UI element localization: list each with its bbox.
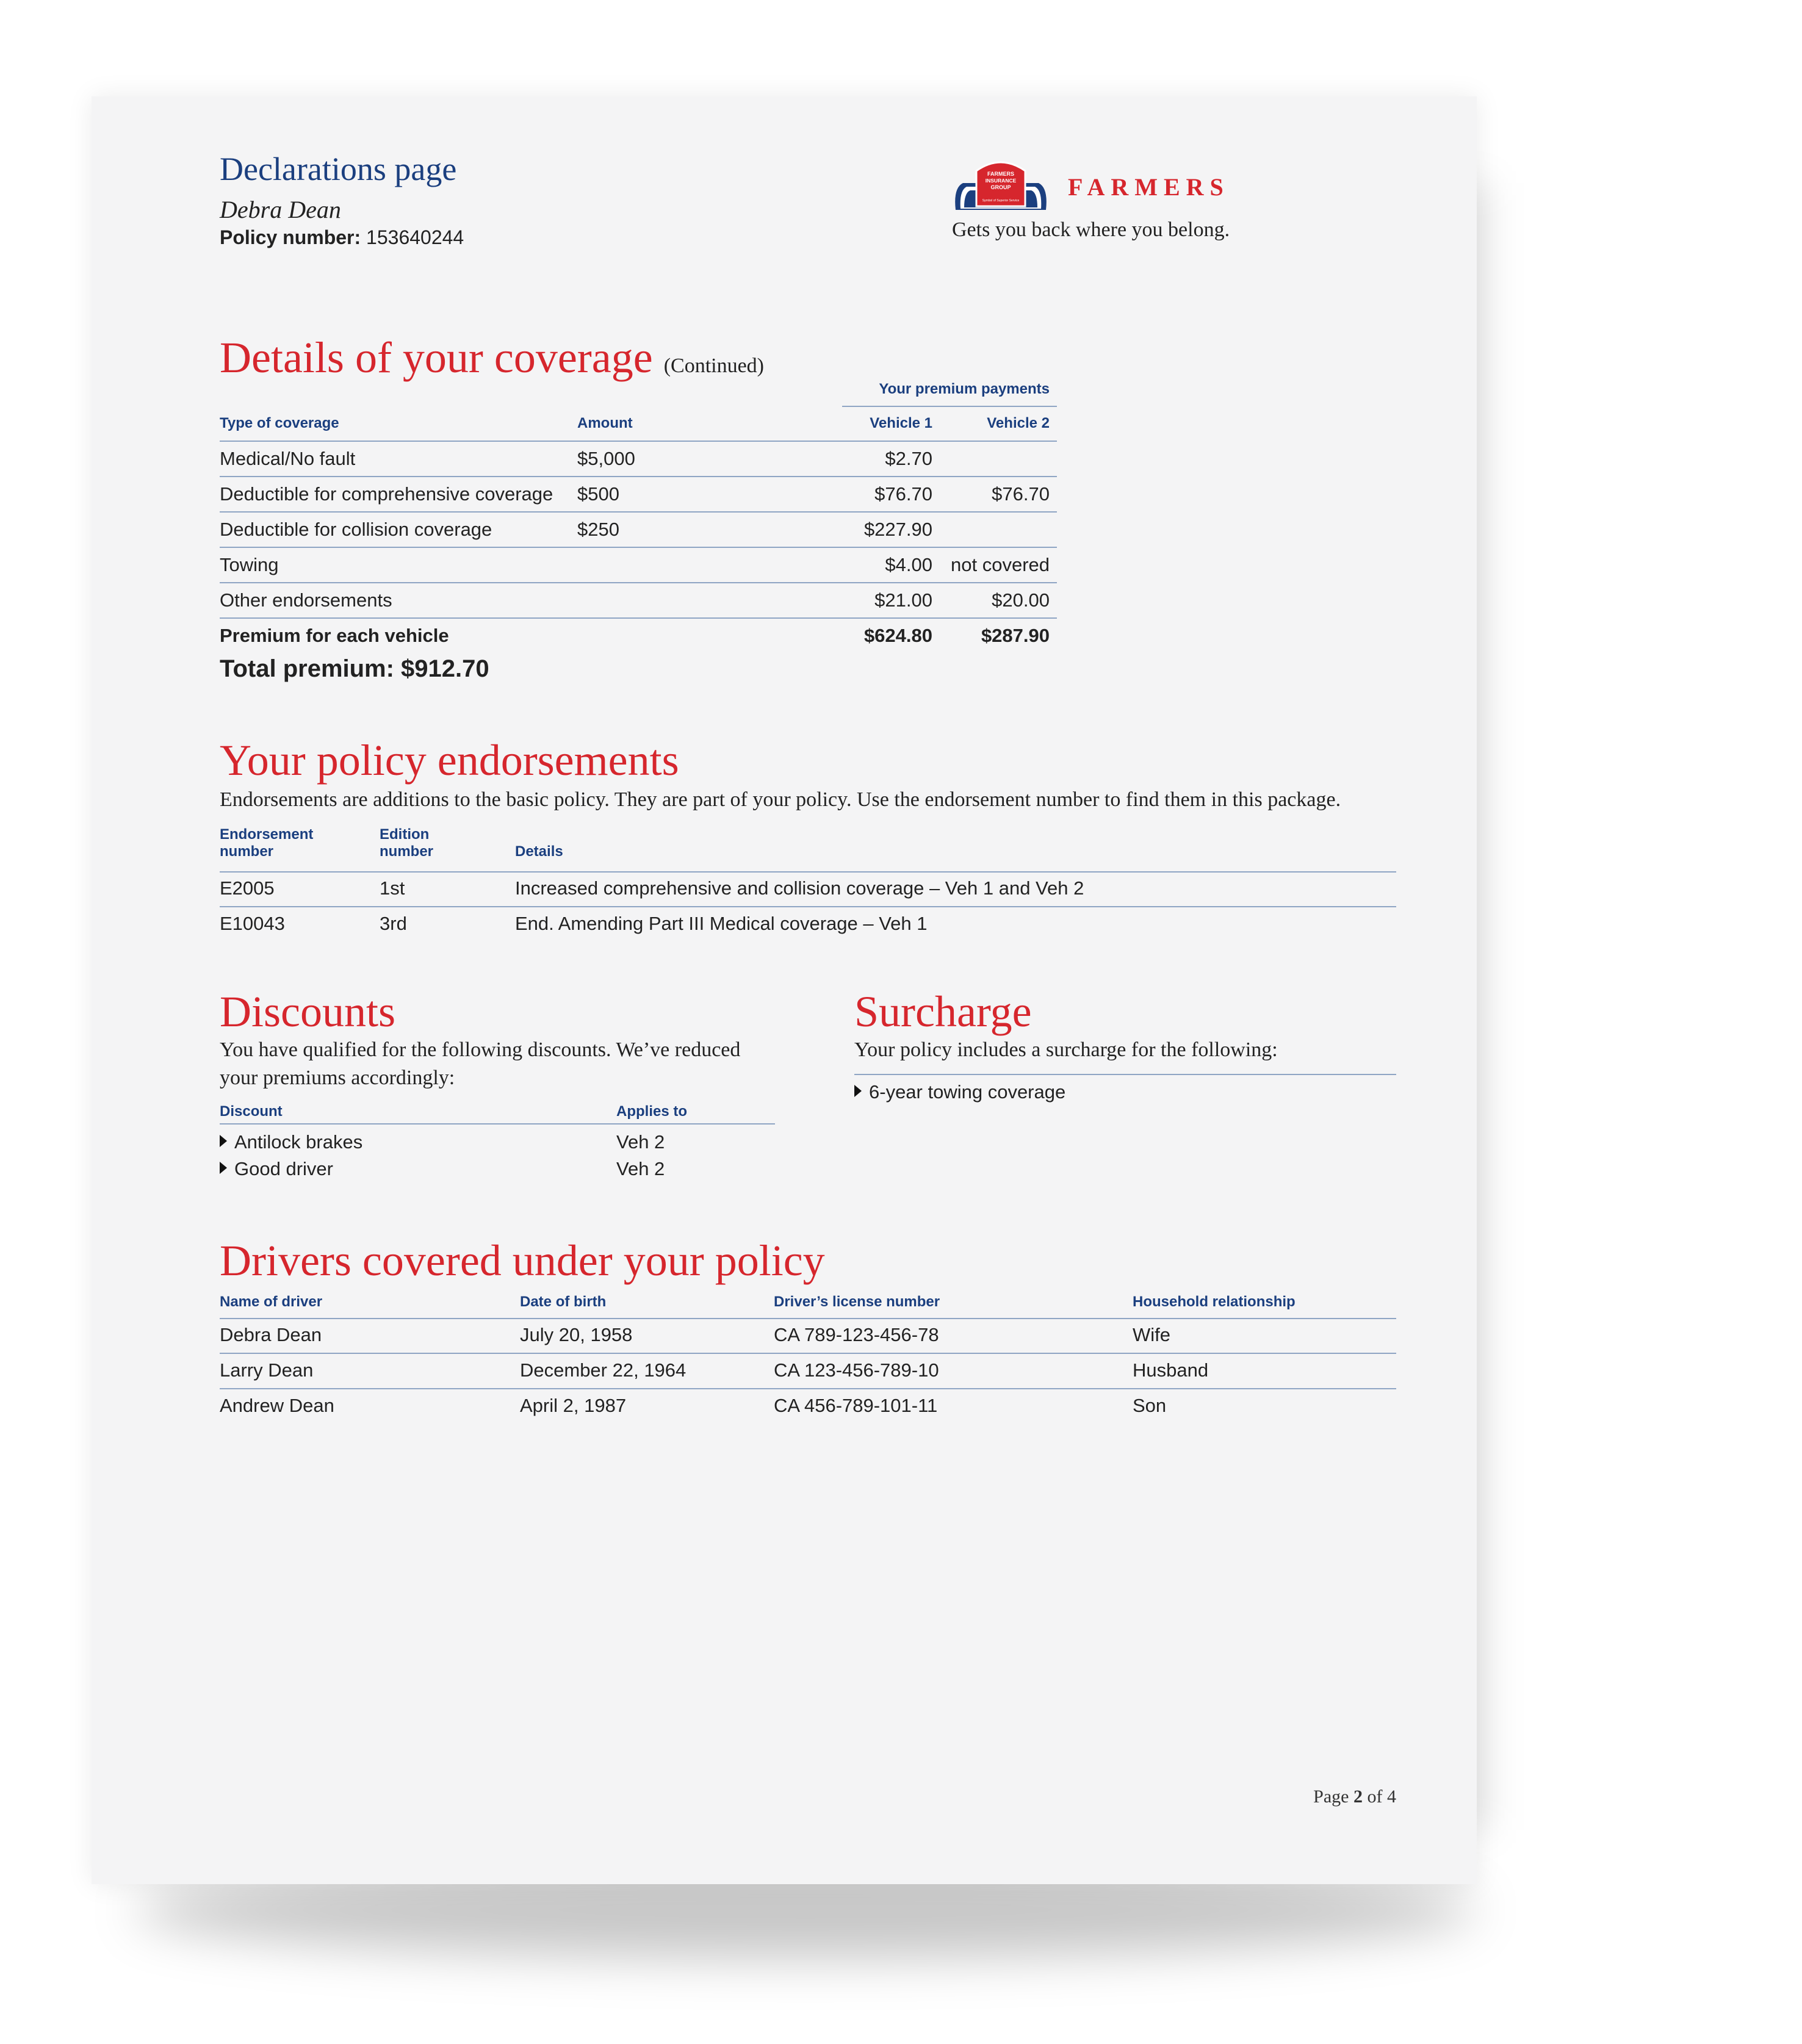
surcharge-item: [854, 1081, 1065, 1103]
coverage-section-title: [220, 333, 765, 382]
driver-relationship: Son: [1133, 1395, 1167, 1416]
row-rule: [220, 906, 1396, 907]
driver-dob: April 2, 1987: [520, 1395, 627, 1416]
col-vehicle-1: Vehicle 1: [870, 415, 932, 431]
driver-name: Andrew Dean: [220, 1395, 334, 1416]
row-rule: [220, 617, 1057, 619]
page-current: 2: [1353, 1787, 1363, 1807]
premium-row-label: Premium for each vehicle: [220, 625, 449, 646]
emblem-line3: GROUP: [990, 184, 1011, 190]
endorsement-details: End. Amending Part III Medical coverage – Veh 1: [515, 913, 928, 934]
discount-applies: Veh 2: [616, 1131, 665, 1153]
driver-license: CA 123-456-789-10: [774, 1359, 939, 1381]
col-endorsement-number-line2: number: [220, 843, 274, 860]
surcharge-rule: [854, 1074, 1396, 1075]
discounts-intro-line2: your premiums accordingly:: [220, 1067, 455, 1089]
page-label: Page: [1313, 1787, 1349, 1807]
col-edition-number: [380, 826, 433, 860]
surcharge-section-title: Surcharge: [854, 987, 1032, 1036]
coverage-row-type: Towing: [220, 554, 279, 575]
coverage-row-vehicle1: $4.00: [885, 554, 932, 575]
driver-relationship: Husband: [1133, 1359, 1209, 1381]
col-amount: Amount: [577, 415, 633, 431]
driver-license: CA 456-789-101-11: [774, 1395, 938, 1416]
page-total: 4: [1387, 1787, 1396, 1807]
col-details: Details: [515, 843, 563, 860]
driver-name: Debra Dean: [220, 1324, 322, 1345]
farmers-shield-logo: [952, 157, 1050, 212]
total-premium: Total premium: $912.70: [220, 655, 489, 682]
endorsement-details: Increased comprehensive and collision coverage – Veh 1 and Veh 2: [515, 877, 1084, 899]
premium-row-vehicle1: $624.80: [863, 625, 932, 646]
coverage-row-vehicle1: $227.90: [863, 519, 932, 540]
driver-relationship: Wife: [1133, 1324, 1170, 1345]
col-endorsement-number-line1: Endorsement: [220, 826, 314, 843]
row-rule: [220, 1353, 1396, 1354]
discounts-intro: [220, 1036, 740, 1092]
coverage-row-vehicle1: $21.00: [874, 589, 932, 611]
col-type-of-coverage: Type of coverage: [220, 415, 339, 431]
discounts-section-title: Discounts: [220, 987, 395, 1036]
col-vehicle-2: Vehicle 2: [987, 415, 1050, 431]
endorsement-number: E2005: [220, 877, 275, 899]
col-household-relationship: Household relationship: [1133, 1294, 1296, 1310]
emblem-line1: FARMERS: [987, 171, 1015, 177]
coverage-row-amount: $250: [577, 519, 619, 540]
emblem-line2: INSURANCE: [985, 178, 1017, 184]
discounts-intro-line1: You have qualified for the following discounts. We’ve reduced: [220, 1038, 741, 1061]
policyholder-name: Debra Dean: [220, 196, 341, 223]
row-rule: [220, 476, 1057, 477]
premium-row-vehicle2: $287.90: [981, 625, 1050, 646]
declarations-page: [92, 96, 1477, 1884]
col-endorsement-number: [220, 826, 313, 860]
discount-item: [220, 1158, 333, 1180]
policy-number-line: [220, 226, 464, 249]
endorsements-intro: Endorsements are additions to the basic policy. They are part of your policy. Use the endorsement number to find them in this package.: [220, 788, 1341, 811]
col-name-of-driver: Name of driver: [220, 1294, 323, 1310]
brand-tagline: Gets you back where you belong.: [952, 218, 1230, 241]
policy-number-label: Policy number:: [220, 226, 361, 248]
drivers-section-title: Drivers covered under your policy: [220, 1236, 825, 1285]
endorsement-edition: 1st: [380, 877, 405, 899]
coverage-row-type: Medical/No fault: [220, 448, 356, 469]
endorsement-number: E10043: [220, 913, 285, 934]
driver-dob: December 22, 1964: [520, 1359, 687, 1381]
endorsements-section-title: Your policy endorsements: [220, 736, 679, 785]
discount-name: Antilock brakes: [234, 1131, 363, 1153]
bullet-arrow-icon: [854, 1085, 862, 1097]
surcharge-item-text: 6-year towing coverage: [869, 1081, 1066, 1103]
coverage-row-amount: $5,000: [577, 448, 635, 469]
col-edition-number-line2: number: [380, 843, 434, 860]
row-rule: [220, 547, 1057, 548]
coverage-row-vehicle2: not covered: [951, 554, 1050, 575]
coverage-row-vehicle2: $20.00: [992, 589, 1050, 611]
coverage-title-text: Details of your coverage: [220, 333, 653, 382]
coverage-header-rule: [220, 441, 1057, 442]
bullet-arrow-icon: [220, 1135, 227, 1147]
col-date-of-birth: Date of birth: [520, 1294, 607, 1310]
coverage-row-amount: $500: [577, 483, 619, 505]
discount-item: [220, 1131, 362, 1153]
coverage-continued: (Continued): [663, 354, 765, 377]
page-title: Declarations page: [220, 151, 457, 187]
emblem-line4: Symbol of Superior Service: [982, 199, 1020, 203]
drivers-header-rule: [220, 1318, 1396, 1319]
row-rule: [220, 511, 1057, 513]
farmers-wordmark: FARMERS: [1068, 173, 1230, 201]
discounts-header-rule: [220, 1123, 775, 1125]
col-edition-number-line1: Edition: [380, 826, 430, 843]
premium-header-rule: [842, 406, 1057, 407]
bullet-arrow-icon: [220, 1162, 227, 1174]
driver-name: Larry Dean: [220, 1359, 314, 1381]
coverage-row-vehicle1: $76.70: [874, 483, 932, 505]
driver-license: CA 789-123-456-78: [774, 1324, 939, 1345]
coverage-row-type: Deductible for collision coverage: [220, 519, 492, 540]
row-rule: [220, 582, 1057, 583]
col-discount: Discount: [220, 1103, 283, 1120]
coverage-row-type: Deductible for comprehensive coverage: [220, 483, 553, 505]
discount-applies: Veh 2: [616, 1158, 665, 1179]
col-applies-to: Applies to: [616, 1103, 688, 1120]
coverage-row-vehicle2: $76.70: [992, 483, 1050, 505]
policy-number-value: 153640244: [366, 226, 464, 248]
coverage-row-vehicle1: $2.70: [885, 448, 932, 469]
premium-payments-header: Your premium payments: [879, 381, 1050, 397]
col-license-number: Driver’s license number: [774, 1294, 940, 1310]
driver-dob: July 20, 1958: [520, 1324, 633, 1345]
surcharge-intro: Your policy includes a surcharge for the following:: [854, 1038, 1278, 1061]
endorsement-edition: 3rd: [380, 913, 407, 934]
endorsements-header-rule: [220, 871, 1396, 873]
row-rule: [220, 1388, 1396, 1389]
page-number: [1274, 1787, 1396, 1807]
coverage-row-type: Other endorsements: [220, 589, 392, 611]
discount-name: Good driver: [234, 1158, 333, 1179]
page-of: of: [1367, 1787, 1383, 1807]
